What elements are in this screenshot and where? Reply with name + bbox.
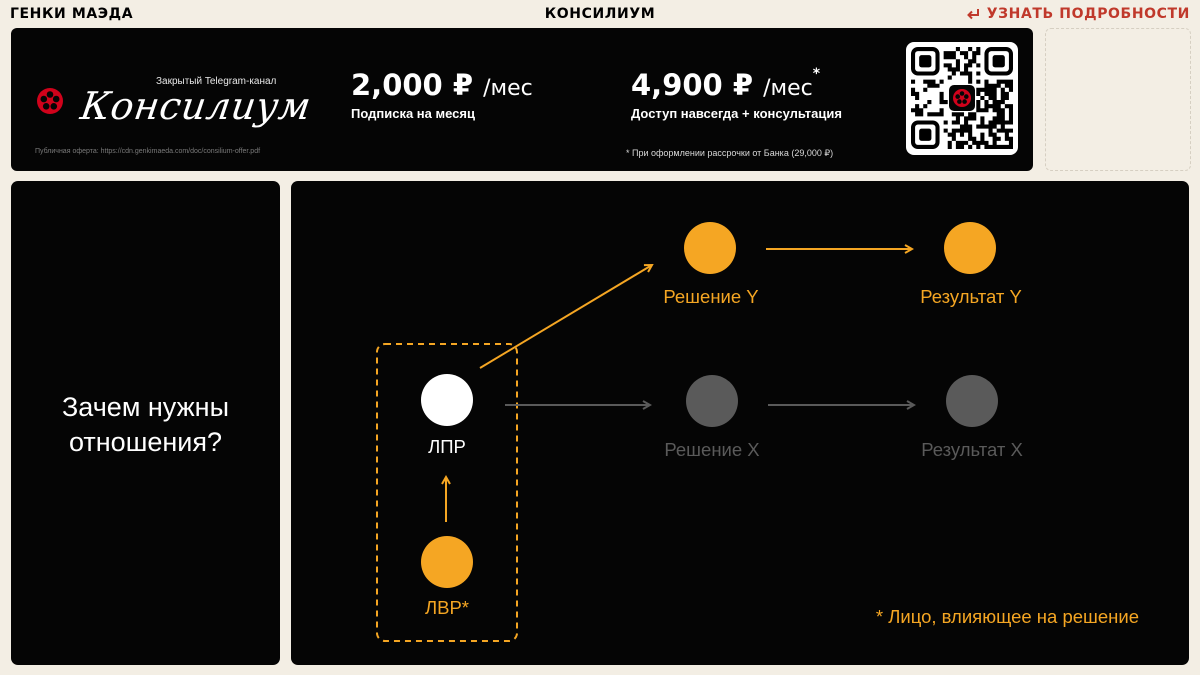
node-decision-x (686, 375, 738, 427)
question-line-1: Зачем нужны (62, 392, 229, 422)
learn-more-label: УЗНАТЬ ПОДРОБНОСТИ (986, 6, 1190, 22)
learn-more-link[interactable] (965, 6, 1190, 22)
label-result-y: Результат Y (920, 286, 1022, 307)
qr-center-petal-3 (957, 99, 962, 104)
qr-center-petal-4 (955, 94, 960, 99)
lvr-footnote: * Лицо, влияющее на решение (875, 606, 1139, 627)
node-result-x (946, 375, 998, 427)
author-name: ГЕНКИ МАЭДА (10, 6, 134, 22)
offer-link[interactable]: Публичная оферта: https://cdn.genkimaeda.com/doc/consilium-offer.pdf (35, 148, 261, 155)
qr-finder-top-right (986, 49, 1010, 73)
flower-logo-icon (35, 86, 65, 116)
plan-month-description: Подписка на месяц (351, 106, 475, 121)
plan-month-price-line (351, 68, 533, 102)
question-text (11, 390, 280, 460)
plan-month-price: 2,000 ₽ (351, 68, 474, 102)
plan-month-unit: /мес (483, 76, 533, 101)
logo-wordmark: Консилиум (77, 84, 314, 128)
node-decision-y (684, 222, 736, 274)
qr-finder-top-left (913, 49, 937, 73)
node-lpr (421, 374, 473, 426)
qr-center-petal-2 (962, 99, 967, 104)
plan-forever-price: 4,900 ₽ (631, 68, 754, 102)
decision-diagram (291, 181, 1189, 665)
node-lvr (421, 536, 473, 588)
label-lpr: ЛПР (428, 436, 466, 457)
label-result-x: Результат X (921, 439, 1023, 460)
question-line-2: отношения? (68, 427, 223, 457)
qr-code[interactable] (906, 42, 1018, 155)
qr-finder-bottom-left (913, 122, 937, 146)
diagram-canvas (291, 181, 1189, 665)
installment-footnote: * При оформлении рассрочки от Банка (29,000 ₽) (626, 148, 834, 158)
logo-subtitle: Закрытый Telegram-канал (156, 76, 277, 87)
question-panel (11, 181, 280, 665)
plan-forever-price-line (631, 68, 842, 102)
plan-forever (631, 68, 842, 121)
promo-banner[interactable] (11, 28, 1033, 171)
qr-code-icon (911, 47, 1013, 149)
qr-center-petal-0 (960, 91, 965, 96)
node-result-y (944, 222, 996, 274)
page-title: КОНСИЛИУМ (544, 6, 656, 22)
label-decision-x: Решение X (664, 439, 760, 460)
plan-month (351, 68, 533, 121)
label-lvr: ЛВР* (424, 597, 470, 618)
arrow-lpr-to-decision-y (480, 265, 652, 368)
label-decision-y: Решение Y (663, 286, 759, 307)
plan-forever-description: Доступ навсегда + консультация (631, 106, 842, 121)
plan-forever-unit: /мес (763, 76, 813, 101)
empty-dashed-box (1045, 28, 1191, 171)
qr-center-petal-1 (964, 94, 969, 99)
return-arrow-icon (965, 6, 981, 22)
plan-forever-star: * (812, 66, 821, 82)
